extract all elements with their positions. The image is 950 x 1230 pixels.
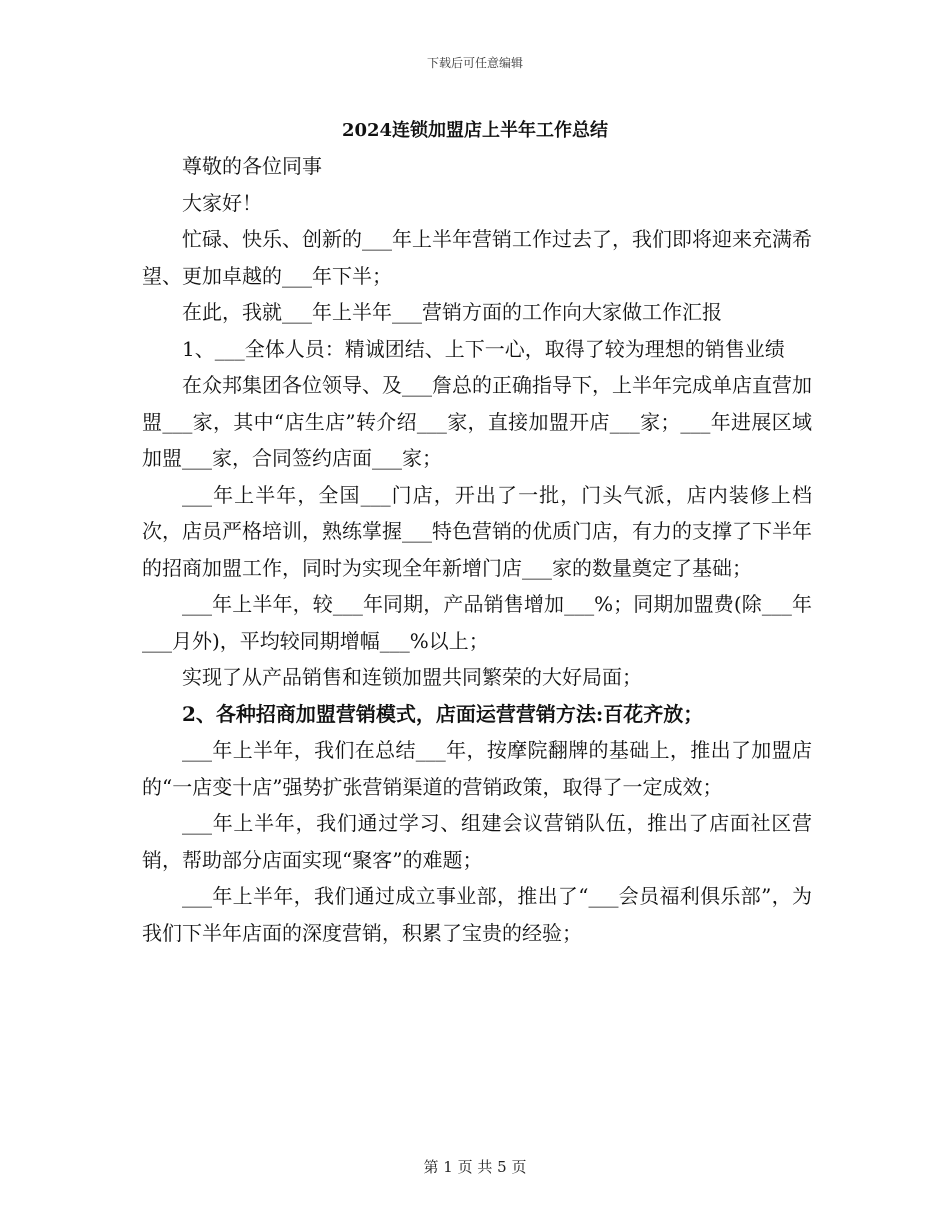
paragraph-store-openings: ___年上半年，全国___门店，开出了一批，门头气派，店内装修上档次，店员严格培训，熟练掌握___特色营销的优质门店，有力的支撑了下半年的招商加盟工作，同时为实现全年新增门店___家的数量奠定了基础； (142, 482, 812, 580)
section-heading-2: 2、各种招商加盟营销模式，店面运营营销方法:百花齐放； (182, 701, 704, 726)
paragraph-sales-growth: ___年上半年，较___年同期，产品销售增加___%；同期加盟费(除___年___月外)，平均较同期增幅___%以上； (142, 592, 812, 653)
paragraph-report-statement: 在此，我就___年上半年___营销方面的工作向大家做工作汇报 (182, 300, 722, 324)
paragraph-intro: 忙碌、快乐、创新的___年上半年营销工作过去了，我们即将迎来充满希望、更加卓越的___年下半； (142, 227, 812, 288)
section-heading-1: 1、___全体人员：精诚团结、上下一心，取得了较为理想的销售业绩 (182, 336, 785, 361)
paragraph-expansion-policy: ___年上半年，我们在总结___年，按摩院翻牌的基础上，推出了加盟店的“一店变十店”强势扩张营销渠道的营销政策，取得了一定成效； (142, 738, 812, 799)
greeting: 大家好！ (182, 190, 262, 215)
document-title: 2024连锁加盟店上半年工作总结 (341, 120, 609, 141)
paragraph-franchise-results: 在众邦集团各位领导、及___詹总的正确指导下，上半年完成单店直营加盟___家，其中“店生店”转介绍___家，直接加盟开店___家；___年进展区域加盟___家，合同签约店面___家； (142, 373, 812, 470)
paragraph-community-marketing: ___年上半年，我们通过学习、组建会议营销队伍，推出了店面社区营销，帮助部分店面实现“聚客”的难题； (142, 811, 812, 872)
page-number-footer: 第 1 页 共 5 页 (423, 1158, 527, 1176)
paragraph-prosperity: 实现了从产品销售和连锁加盟共同繁荣的大好局面； (182, 665, 642, 689)
document-body (142, 148, 812, 951)
paragraph-member-club: ___年上半年，我们通过成立事业部，推出了“___会员福利俱乐部”，为我们下半年店面的深度营销，积累了宝贵的经验； (142, 884, 812, 945)
page-header-note: 下载后可任意编辑 (426, 56, 523, 70)
salutation: 尊敬的各位同事 (182, 154, 322, 178)
